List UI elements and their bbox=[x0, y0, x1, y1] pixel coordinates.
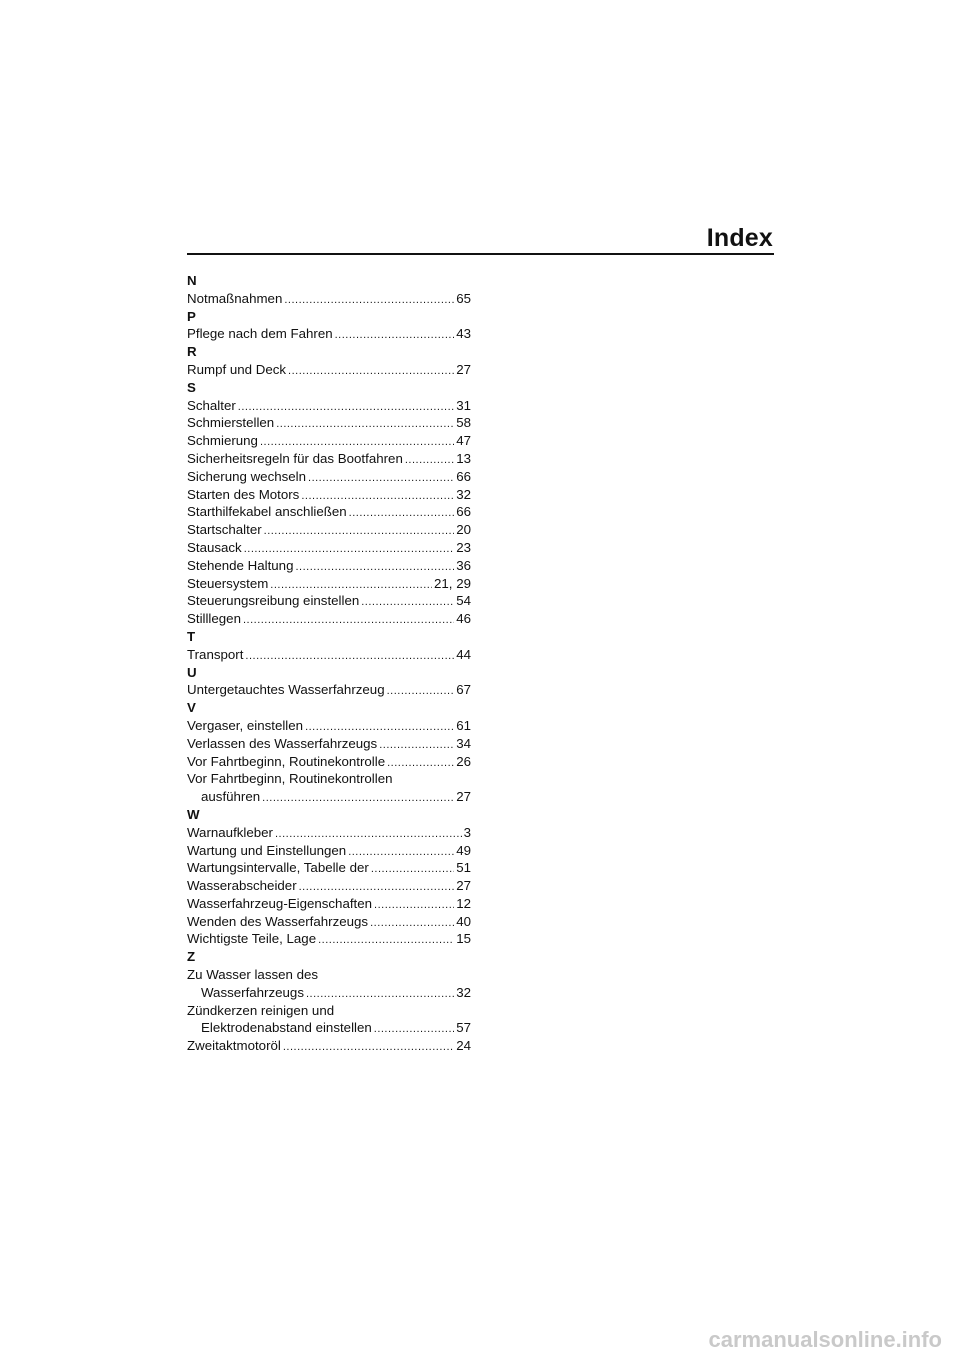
dot-leader bbox=[387, 683, 455, 701]
index-entry-term: Stausack bbox=[187, 539, 242, 555]
index-entry bbox=[187, 503, 471, 521]
index-entry bbox=[187, 735, 471, 753]
index-entry bbox=[187, 397, 471, 415]
index-entry-page: 36 bbox=[456, 557, 471, 573]
dot-leader bbox=[245, 648, 454, 666]
index-list bbox=[187, 272, 471, 1055]
index-entry-page: 13 bbox=[456, 450, 471, 466]
index-entry bbox=[187, 414, 471, 432]
index-entry-term: Wartungsintervalle, Tabelle der bbox=[187, 860, 369, 876]
index-letter-heading: R bbox=[187, 344, 197, 360]
index-letter-heading: W bbox=[187, 806, 200, 822]
dot-leader bbox=[370, 915, 454, 933]
index-entry-page: 15 bbox=[456, 931, 471, 947]
index-letter-heading: U bbox=[187, 664, 197, 680]
index-entry-term: Stehende Haltung bbox=[187, 557, 294, 573]
index-entry bbox=[187, 486, 471, 504]
index-entry bbox=[187, 468, 471, 486]
index-entry-term: Stilllegen bbox=[187, 611, 241, 627]
index-entry-continuation: Wasserfahrzeugs bbox=[201, 984, 304, 1000]
index-entry bbox=[187, 753, 471, 771]
index-entry bbox=[187, 432, 471, 450]
index-entry-page: 27 bbox=[456, 789, 471, 805]
index-entry bbox=[187, 592, 471, 610]
index-entry bbox=[187, 824, 471, 842]
index-entry-term: Zündkerzen reinigen und bbox=[187, 1002, 335, 1018]
index-entry-page: 44 bbox=[456, 646, 471, 662]
index-entry-term: Transport bbox=[187, 646, 244, 662]
index-entry-term: Untergetauchtes Wasserfahrzeug bbox=[187, 682, 385, 698]
index-entry-page: 51 bbox=[456, 860, 471, 876]
index-entry-continuation: Elektrodenabstand einstellen bbox=[201, 1020, 372, 1036]
index-letter-heading: N bbox=[187, 273, 197, 288]
dot-leader bbox=[283, 1039, 454, 1057]
index-entry bbox=[187, 557, 471, 575]
index-entry bbox=[187, 575, 471, 593]
index-entry-page: 66 bbox=[456, 504, 471, 520]
index-letter-heading: Z bbox=[187, 949, 196, 965]
index-entry-term: Wartung und Einstellungen bbox=[187, 842, 347, 858]
index-entry-page: 67 bbox=[456, 682, 471, 698]
dot-leader bbox=[284, 292, 454, 310]
index-entry bbox=[187, 859, 471, 877]
index-entry-term: Sicherheitsregeln für das Bootfahren bbox=[187, 450, 403, 466]
index-entry-page: 66 bbox=[456, 468, 471, 484]
index-entry bbox=[187, 717, 471, 735]
index-entry-page: 23 bbox=[456, 539, 471, 555]
index-entry bbox=[187, 1037, 471, 1055]
index-entry bbox=[187, 361, 471, 379]
index-entry-term: Zweitaktmotoröl bbox=[187, 1038, 281, 1054]
index-entry-page: 21, 29 bbox=[434, 575, 471, 591]
title-rule bbox=[187, 253, 774, 255]
index-entry-page: 57 bbox=[456, 1020, 471, 1036]
dot-leader bbox=[374, 897, 454, 915]
index-entry-page: 20 bbox=[456, 522, 471, 538]
index-entry-page: 12 bbox=[456, 895, 471, 911]
index-letter-heading: P bbox=[187, 308, 196, 324]
dot-leader bbox=[243, 612, 454, 630]
index-entry bbox=[187, 913, 471, 931]
index-entry-term: Schmierstellen bbox=[187, 415, 275, 431]
index-entry bbox=[187, 842, 471, 860]
index-entry-term: Schmierung bbox=[187, 433, 258, 449]
dot-leader bbox=[276, 416, 454, 434]
dot-leader bbox=[288, 363, 454, 381]
dot-leader bbox=[318, 932, 454, 950]
index-letter-heading: S bbox=[187, 379, 196, 395]
index-entry bbox=[187, 539, 471, 557]
dot-leader bbox=[405, 452, 454, 470]
index-entry-term: Sicherung wechseln bbox=[187, 468, 307, 484]
dot-leader bbox=[361, 594, 454, 612]
index-entry-page: 3 bbox=[463, 824, 471, 840]
dot-leader bbox=[349, 505, 455, 523]
dot-leader bbox=[374, 1021, 454, 1039]
index-entry-term: Wenden des Wasserfahrzeugs bbox=[187, 913, 369, 929]
index-entry bbox=[187, 290, 471, 308]
index-entry-term: Vor Fahrtbeginn, Routinekontrollen bbox=[187, 771, 393, 787]
index-entry-term: Vor Fahrtbeginn, Routinekontrolle bbox=[187, 753, 386, 769]
index-entry bbox=[187, 521, 471, 539]
index-entry-page: 61 bbox=[456, 717, 471, 733]
page-title: Index bbox=[706, 224, 773, 252]
index-letter-heading: T bbox=[187, 628, 196, 644]
index-entry-page: 47 bbox=[456, 433, 471, 449]
index-entry bbox=[187, 788, 471, 806]
dot-leader bbox=[387, 755, 454, 773]
index-entry-term: Zu Wasser lassen des bbox=[187, 967, 319, 983]
dot-leader bbox=[308, 470, 454, 488]
index-entry-page: 49 bbox=[456, 842, 471, 858]
index-entry-page: 27 bbox=[456, 878, 471, 894]
index-entry-term: Verlassen des Wasserfahrzeugs bbox=[187, 735, 378, 751]
index-entry-term: Schalter bbox=[187, 397, 236, 413]
index-entry-page: 27 bbox=[456, 361, 471, 377]
index-entry bbox=[187, 984, 471, 1002]
index-entry-page: 46 bbox=[456, 611, 471, 627]
index-entry-page: 24 bbox=[456, 1038, 471, 1054]
index-entry-page: 32 bbox=[456, 486, 471, 502]
watermark: carmanualsonline.info bbox=[708, 1327, 942, 1352]
index-entry bbox=[187, 930, 471, 948]
index-entry bbox=[187, 877, 471, 895]
index-entry-term: Steuersystem bbox=[187, 575, 269, 591]
index-entry bbox=[187, 325, 471, 343]
index-letter-heading: V bbox=[187, 700, 196, 716]
index-entry-page: 54 bbox=[456, 593, 471, 609]
index-entry-term: Steuerungsreibung einstellen bbox=[187, 593, 360, 609]
index-entry-term: Wasserfahrzeug-Eigenschaften bbox=[187, 895, 373, 911]
index-entry-term: Wasserabscheider bbox=[187, 878, 297, 894]
index-entry-page: 65 bbox=[456, 290, 471, 306]
index-entry-page: 40 bbox=[456, 913, 471, 929]
index-entry-continuation: ausführen bbox=[201, 789, 261, 805]
index-entry-page: 34 bbox=[456, 735, 471, 751]
index-entry-term: Startschalter bbox=[187, 522, 262, 538]
index-entry bbox=[187, 681, 471, 699]
index-entry-term: Rumpf und Deck bbox=[187, 361, 287, 377]
index-entry-page: 32 bbox=[456, 984, 471, 1000]
index-entry-term: Notmaßnahmen bbox=[187, 290, 283, 306]
index-entry bbox=[187, 610, 471, 628]
index-entry bbox=[187, 1019, 471, 1037]
dot-leader bbox=[371, 861, 454, 879]
index-entry bbox=[187, 895, 471, 913]
index-entry-term: Starthilfekabel anschließen bbox=[187, 504, 347, 520]
index-entry bbox=[187, 450, 471, 468]
index-entry bbox=[187, 646, 471, 664]
index-entry-term: Wichtigste Teile, Lage bbox=[187, 931, 317, 947]
index-entry-term: Pflege nach dem Fahren bbox=[187, 326, 333, 342]
index-entry-page: 58 bbox=[456, 415, 471, 431]
index-entry-term: Starten des Motors bbox=[187, 486, 300, 502]
dot-leader bbox=[295, 559, 454, 577]
dot-leader bbox=[262, 790, 454, 808]
dot-leader bbox=[379, 737, 454, 755]
index-entry-page: 43 bbox=[456, 326, 471, 342]
index-entry-page: 31 bbox=[456, 397, 471, 413]
index-entry-term: Warnaufkleber bbox=[187, 824, 273, 840]
index-entry-term: Vergaser, einstellen bbox=[187, 717, 304, 733]
dot-leader bbox=[335, 327, 455, 345]
dot-leader bbox=[264, 523, 455, 541]
index-entry-page: 26 bbox=[456, 753, 471, 769]
